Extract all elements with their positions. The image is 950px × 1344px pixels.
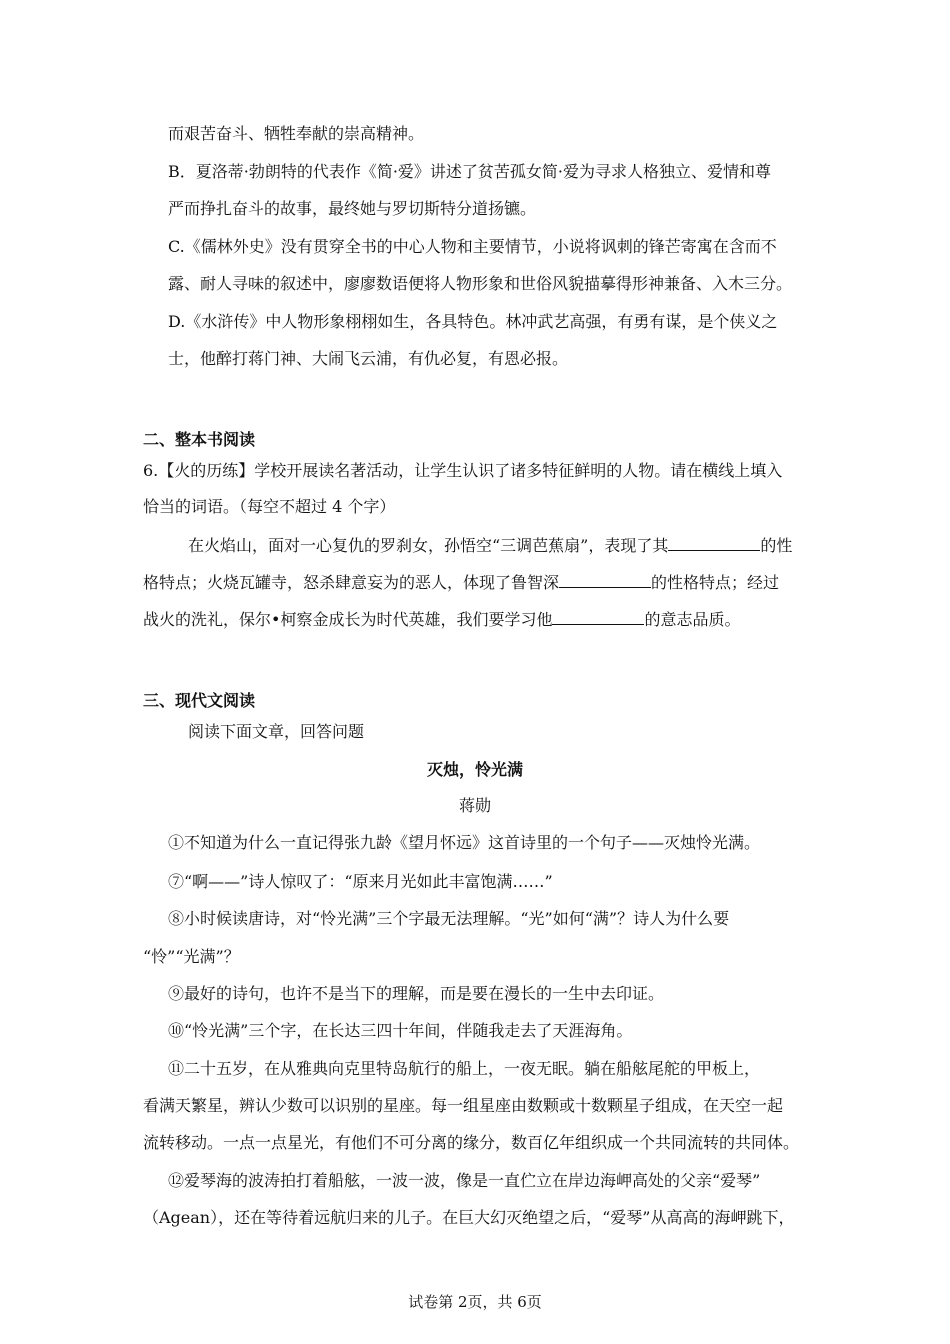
paragraph-7: ⑦“啊——”诗人惊叹了：“原来月光如此丰富饱满……”: [168, 872, 553, 891]
option-c-line1: C.《儒林外史》没有贯穿全书的中心人物和主要情节，小说将讽刺的锋芒寄寓在含而不: [168, 237, 777, 256]
fill-blank-line1: [188, 536, 792, 556]
fill-text: 的性: [760, 536, 793, 555]
fill-text: 的性格特点；经过: [651, 573, 780, 592]
fill-text: 格特点；火烧瓦罐寺，怒杀肆意妄为的恶人，体现了鲁智深: [143, 573, 560, 592]
option-b-line2: 严而挣扎奋斗的故事，最终她与罗切斯特分道扬镳。: [168, 199, 537, 218]
option-a-continuation: 而艰苦奋斗、牺牲奉献的崇高精神。: [168, 124, 425, 143]
paragraph-12-line2: （Agean），还在等待着远航归来的儿子。在巨大幻灭绝望之后，“爱琴”从高高的海岬跳下，: [143, 1208, 795, 1227]
paragraph-11-line3: 流转移动。一点一点星光，有他们不可分离的缘分，数百亿年组织成一个共同流转的共同体。: [143, 1133, 800, 1152]
fill-text: 的意志品质。: [644, 610, 741, 629]
option-b-line1: B．夏洛蒂·勃朗特的代表作《简·爱》讲述了贫苦孤女简·爱为寻求人格独立、爱情和尊: [168, 162, 772, 181]
answer-blank-2[interactable]: [559, 573, 651, 588]
paragraph-9: ⑨最好的诗句，也许不是当下的理解，而是要在漫长的一生中去印证。: [168, 984, 665, 1003]
option-c-line2: 露、耐人寻味的叙述中，廖廖数语便将人物形象和世俗风貌描摹得形神兼备、入木三分。: [168, 274, 793, 293]
option-d-line1: D.《水浒传》中人物形象栩栩如生，各具特色。林冲武艺高强，有勇有谋，是个侠义之: [168, 312, 778, 331]
article-title: 灭烛，怜光满: [426, 760, 523, 779]
fill-blank-line3: [143, 610, 740, 630]
section-2-heading: 二、整本书阅读: [143, 430, 256, 449]
reading-instruction: 阅读下面文章，回答问题: [188, 722, 365, 741]
question-6-line2: 恰当的词语。（每空不超过 4 个字）: [143, 497, 396, 516]
paragraph-10: ⑩“怜光满”三个字，在长达三四十年间，伴随我走去了天涯海角。: [168, 1021, 633, 1040]
paragraph-1: ①不知道为什么一直记得张九龄《望月怀远》这首诗里的一个句子——灭烛怜光满。: [168, 833, 761, 852]
fill-blank-line2: [143, 573, 779, 593]
option-d-line2: 士，他醉打蒋门神、大闹飞云浦，有仇必复，有恩必报。: [168, 349, 569, 368]
article-author: 蒋勋: [458, 796, 491, 815]
question-6-line1: 6.【火的历练】学校开展读名著活动，让学生认识了诸多特征鲜明的人物。请在横线上填入: [143, 461, 783, 480]
answer-blank-1[interactable]: [668, 536, 760, 551]
paragraph-8-line2: “怜”“光满”？: [143, 947, 240, 966]
fill-text: 在火焰山，面对一心复仇的罗刹女，孙悟空“三调芭蕉扇”，表现了其: [188, 536, 669, 555]
paragraph-8-line1: ⑧小时候读唐诗，对“怜光满”三个字最无法理解。“光”如何“满”？诗人为什么要: [168, 909, 730, 928]
fill-text: 战火的洗礼，保尔•柯察金成长为时代英雄，我们要学习他: [143, 610, 553, 629]
paragraph-12-line1: ⑫爱琴海的波涛拍打着船舷，一波一波，像是一直伫立在岸边海岬高处的父亲“爱琴”: [168, 1171, 761, 1190]
paragraph-11-line2: 看满天繁星，辨认少数可以识别的星座。每一组星座由数颗或十数颗星子组成，在天空一起: [143, 1096, 784, 1115]
section-3-heading: 三、现代文阅读: [143, 691, 256, 710]
answer-blank-3[interactable]: [552, 610, 644, 625]
page-footer: 试卷第 2页，共 6页: [408, 1293, 542, 1311]
paragraph-11-line1: ⑪二十五岁，在从雅典向克里特岛航行的船上，一夜无眠。躺在船舷尾舵的甲板上，: [168, 1059, 761, 1078]
